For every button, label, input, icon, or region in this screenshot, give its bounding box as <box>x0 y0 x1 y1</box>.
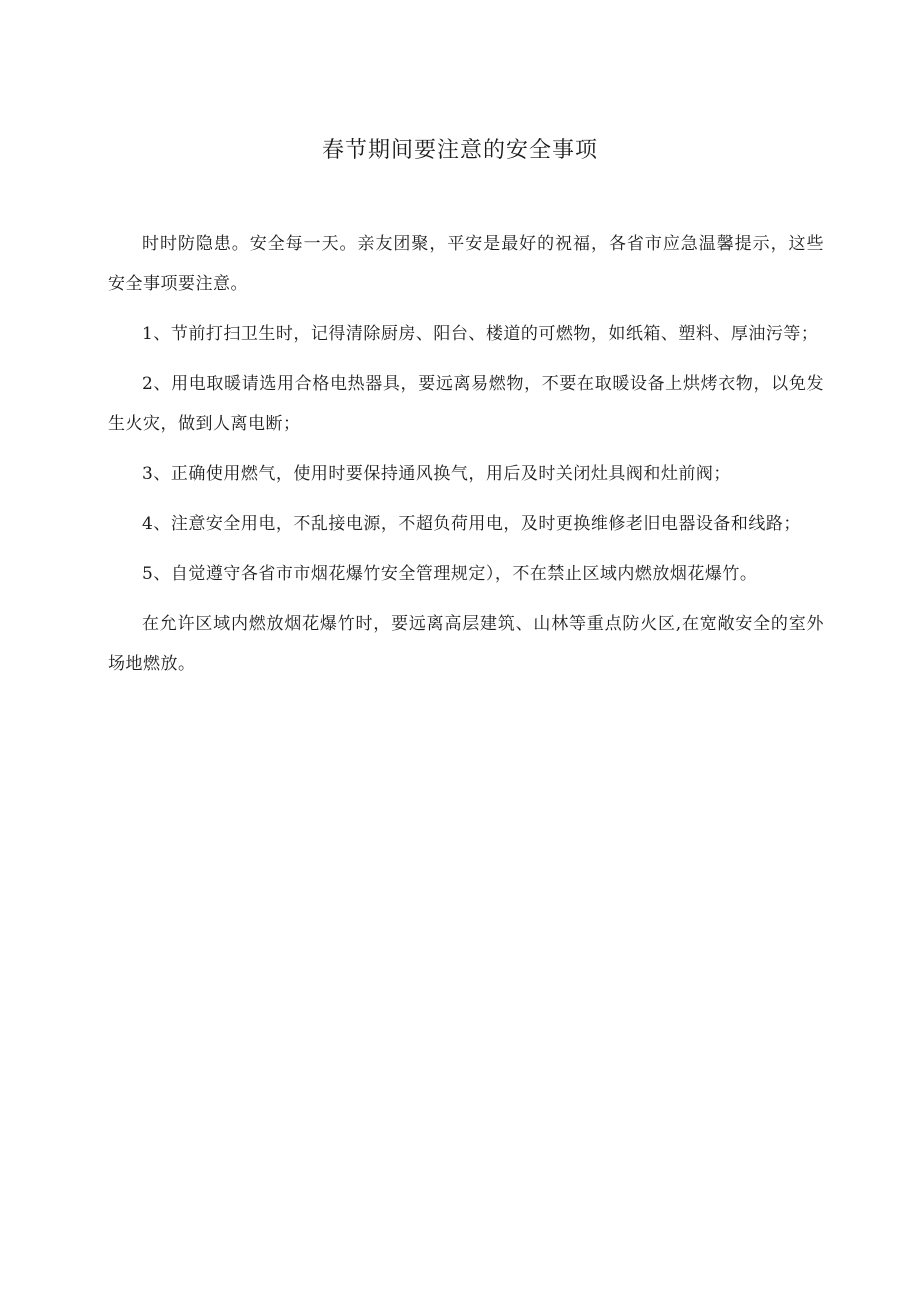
item-5-paragraph: 5、自觉遵守各省市市烟花爆竹安全管理规定），不在禁止区域内燃放烟花爆竹。 <box>142 564 758 584</box>
document-title: 春节期间要注意的安全事项 <box>321 138 598 163</box>
intro-paragraph: 时时防隐患。安全每一天。亲友团聚，平安是最好的祝福，各省市应急温馨提示，这些安全事项要注意。 <box>108 234 824 294</box>
item-1-paragraph: 1、节前打扫卫生时，记得清除厨房、阳台、楼道的可燃物，如纸箱、塑料、厚油污等； <box>142 324 819 344</box>
document-body <box>108 224 824 694</box>
item-4-paragraph: 4、注意安全用电，不乱接电源，不超负荷用电，及时更换维修老旧电器设备和线路； <box>142 514 801 534</box>
closing-paragraph: 在允许区域内燃放烟花爆竹时，要远离高层建筑、山林等重点防火区,在宽敞安全的室外场地燃放。 <box>108 614 824 674</box>
item-2-paragraph: 2、用电取暖请选用合格电热器具，要远离易燃物，不要在取暖设备上烘烤衣物，以免发生火灾，做到人离电断； <box>108 374 824 434</box>
item-3-paragraph: 3、正确使用燃气，使用时要保持通风换气，用后及时关闭灶具阀和灶前阀； <box>142 464 731 484</box>
